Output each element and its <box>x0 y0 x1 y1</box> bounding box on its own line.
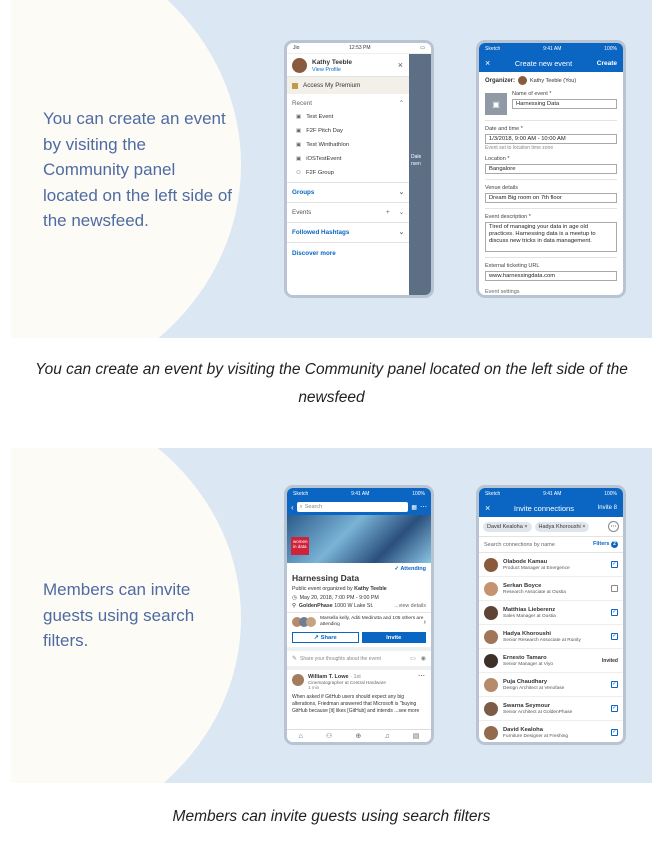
recent-item[interactable] <box>287 138 409 152</box>
connections-list <box>479 553 623 745</box>
search-row <box>479 537 623 552</box>
attendees-row[interactable] <box>287 613 431 631</box>
location-pin-icon: ⚲ <box>292 603 296 609</box>
connection-title: Senior Architect at GoldenPhase <box>503 709 573 715</box>
checkbox-checked[interactable]: ✓ <box>612 560 617 567</box>
feed-post <box>287 670 431 714</box>
carrier: Sketch <box>293 490 309 497</box>
recent-header[interactable] <box>287 94 409 110</box>
checkbox-checked[interactable]: ✓ <box>612 704 617 711</box>
avatar <box>484 726 498 740</box>
status-bar <box>287 43 431 54</box>
calendar-icon: ▣ <box>296 142 302 148</box>
chevron-up-icon: ⌃ <box>398 100 404 107</box>
carrier: Jio <box>293 45 300 51</box>
post-icon[interactable]: ⊕ <box>355 733 362 740</box>
battery-level: 100% <box>604 490 617 497</box>
venue-name: GoldenPhase <box>298 603 333 609</box>
avatar <box>484 582 498 596</box>
venue-input[interactable]: Dream Big room on 7th floor <box>485 193 617 203</box>
location-input[interactable]: Bangalore <box>485 164 617 174</box>
event-banner <box>287 515 431 563</box>
recent-label: Recent <box>292 100 312 107</box>
notifications-icon[interactable]: ♫ <box>384 732 390 740</box>
section-1-description: You can create an event by visiting the Community panel located on the left side of the newsfeed. <box>43 109 233 230</box>
status-bar <box>479 488 623 499</box>
date-text: May 20, 2018, 7:00 PM - 9:00 PM <box>299 595 379 601</box>
connection-row[interactable] <box>479 625 623 649</box>
status-time: 12:53 PM <box>349 45 371 51</box>
avatar <box>484 630 498 644</box>
connection-name: Puja Chaudhary <box>503 678 548 685</box>
avatar <box>292 58 307 73</box>
phone-create-event <box>476 40 626 298</box>
phone-event-page <box>284 485 434 745</box>
filters-label: Filters <box>592 541 610 547</box>
avatar <box>484 606 498 620</box>
bottom-tab-bar <box>287 729 431 742</box>
premium-icon <box>292 83 298 89</box>
premium-label: Access My Premium <box>303 82 361 89</box>
recent-item-label: Test Event <box>306 114 334 120</box>
recent-item[interactable] <box>287 166 409 180</box>
invite-button[interactable]: Invite <box>362 632 427 643</box>
organizer-name: Kathy Teeble (You) <box>530 77 577 84</box>
date-label: Date and time * <box>485 126 523 132</box>
home-icon[interactable]: ⌂ <box>298 732 303 740</box>
name-label: Name of event * <box>512 91 552 97</box>
recent-item-label: iOSTestEvent <box>306 156 342 162</box>
avatar <box>484 678 498 692</box>
venue-address: 1000 W Lake St. <box>334 603 374 609</box>
hashtags-row[interactable] <box>287 223 409 242</box>
organizer-row <box>485 76 617 85</box>
invite-count-button[interactable]: Invite 8 <box>597 505 617 511</box>
qr-icon[interactable]: ▦ <box>411 504 417 511</box>
chip-label: David Kealoha <box>487 523 523 530</box>
battery-level: 100% <box>412 490 425 497</box>
section-2-description: Members can invite guests using search filters. <box>43 580 195 650</box>
connection-title: Senior Research Associate at Runity <box>503 637 581 643</box>
connection-title: Senior Manager at Viyo <box>503 661 554 667</box>
organizer-line <box>292 586 426 592</box>
share-icon: ↗ <box>313 634 319 641</box>
event-name-input[interactable]: Harnessing Data <box>512 99 617 109</box>
share-button[interactable] <box>292 632 359 643</box>
status-time: 9:41 AM <box>351 490 370 497</box>
attending-label: Attending <box>400 566 426 572</box>
connection-row[interactable] <box>479 577 623 601</box>
close-icon[interactable]: × <box>485 58 491 68</box>
connection-name: Serkan Boyce <box>503 582 542 589</box>
chevron-right-icon: › <box>423 618 426 626</box>
recent-item-label: Test Winthathlon <box>306 142 350 148</box>
checkbox-checked[interactable]: ✓ <box>612 632 617 639</box>
status-time: 9:41 AM <box>543 490 562 497</box>
checkbox-checked[interactable]: ✓ <box>612 608 617 615</box>
chip-label: Hadya Khoroushi <box>538 523 581 530</box>
event-date <box>292 595 426 601</box>
event-venue <box>292 603 426 609</box>
selected-chip[interactable] <box>483 522 532 532</box>
status-bar <box>479 43 623 54</box>
newsfeed-backdrop <box>409 54 434 298</box>
connection-title: Sales Manager at Oustia <box>503 613 556 619</box>
groups-label: Groups <box>292 189 315 196</box>
avatar <box>484 654 498 668</box>
connection-title: Product Manager at Energence <box>503 565 570 571</box>
search-icon: ⌕ <box>299 503 303 510</box>
carrier: Sketch <box>485 45 501 52</box>
add-event-icon[interactable]: + <box>386 209 390 216</box>
recent-item[interactable] <box>287 124 409 138</box>
event-logo: women in data <box>291 537 309 555</box>
battery-icon: ▭ <box>420 45 425 51</box>
event-image-icon[interactable]: ▣ <box>485 93 507 115</box>
date-input[interactable]: 1/3/2018, 9:00 AM - 10:00 AM <box>485 134 617 144</box>
hashtags-label: Followed Hashtags <box>292 229 350 236</box>
group-icon: ⚇ <box>296 170 301 176</box>
description-input[interactable]: Tired of managing your data in age old practices. Harnessing data is a meetup to discuss new tricks in data management. <box>485 222 617 252</box>
close-icon[interactable]: × <box>485 503 491 513</box>
avatar <box>306 617 316 627</box>
page-title: Create new event <box>514 58 573 68</box>
avatar <box>518 76 527 85</box>
backdrop-text: rsen <box>411 161 421 167</box>
invited-label: Invited <box>601 657 618 664</box>
connection-name: Matthias Lieberenz <box>503 606 556 613</box>
connection-row[interactable] <box>479 697 623 721</box>
connection-name: Olabode Kamau <box>503 558 548 565</box>
view-details-link[interactable]: ...view details <box>394 603 426 609</box>
connection-title: Furniture Designer at Freshing <box>503 733 569 739</box>
more-icon[interactable]: ⋯ <box>418 673 425 680</box>
section-2-panel <box>11 448 652 783</box>
back-icon[interactable]: ‹ <box>291 502 294 512</box>
premium-row[interactable] <box>287 77 409 94</box>
connection-row[interactable] <box>479 601 623 625</box>
calendar-icon: ▣ <box>296 114 302 120</box>
recent-item[interactable] <box>287 152 409 166</box>
post-time: 1 min <box>308 685 320 690</box>
caption-2: Members can invite guests using search filters <box>172 808 491 825</box>
connection-row[interactable] <box>479 673 623 697</box>
profile-header[interactable] <box>287 54 409 76</box>
battery-level: 100% <box>604 45 617 52</box>
profile-name: Kathy Teeble <box>312 58 352 66</box>
checkbox-checked[interactable]: ✓ <box>612 680 617 687</box>
recent-item[interactable] <box>287 110 409 124</box>
calendar-icon: ▣ <box>296 128 302 134</box>
more-icon[interactable]: ⋯ <box>608 521 619 532</box>
groups-row[interactable] <box>287 183 409 202</box>
selected-chip[interactable] <box>535 522 590 532</box>
organizer-label: Organizer: <box>485 77 516 84</box>
chip-remove-icon[interactable]: × <box>580 523 586 530</box>
checkbox-unchecked[interactable] <box>611 585 618 592</box>
search-input[interactable] <box>297 502 409 512</box>
filters-count-badge: 2 <box>611 541 618 548</box>
location-label: Location * <box>485 156 510 162</box>
connection-row[interactable] <box>479 649 623 673</box>
organizer-prefix: Public event organized by <box>292 586 353 592</box>
ticket-url-label: External ticketing URL <box>485 263 540 269</box>
post-text: When asked if GitHub users should expect any big alterations, Friedman answered that Microsoft is "buying GitHub because [it] likes [GitHub] and intends ...see more <box>292 694 420 714</box>
avatar <box>484 702 498 716</box>
attendees-text: Marsella kelly, Aditi Medirutta and 105 others are attending <box>320 616 424 627</box>
carrier: Sketch <box>485 490 501 497</box>
connection-degree: · 1st <box>350 674 361 680</box>
share-thoughts-row[interactable] <box>287 651 431 666</box>
create-button[interactable]: Create <box>596 59 617 67</box>
connection-title: Design Architect at Venofase <box>503 685 565 691</box>
calendar-icon: ▣ <box>296 156 302 162</box>
share-label: Share <box>320 634 337 641</box>
more-icon[interactable]: ⋯ <box>420 504 427 511</box>
filters-button[interactable] <box>593 541 618 548</box>
connection-title: Research Associate at Oustia <box>503 589 566 595</box>
view-profile-link[interactable]: View Profile <box>312 66 341 73</box>
connection-name: David Kealoha <box>503 726 543 733</box>
avatar <box>484 558 498 572</box>
status-bar <box>287 488 431 499</box>
status-time: 9:41 AM <box>543 45 562 52</box>
section-1-panel <box>11 0 652 338</box>
post-headline: Cinematographer at Central Hardware <box>308 680 386 685</box>
events-label: Events <box>292 209 312 216</box>
backdrop-text: Dale <box>411 154 422 160</box>
video-icon[interactable]: ▭ <box>410 656 416 662</box>
navbar <box>479 54 623 72</box>
clock-icon: ◷ <box>292 595 297 601</box>
chevron-down-icon: ⌄ <box>398 189 404 196</box>
timezone-note: Event set to location time zone <box>485 145 554 151</box>
network-icon[interactable]: ⚇ <box>325 733 333 740</box>
chevron-down-icon: ⌄ <box>398 229 404 236</box>
event-title: Harnessing Data <box>292 573 360 583</box>
attending-status[interactable]: ✓ Attending <box>394 566 426 572</box>
phone-community-panel <box>284 40 434 298</box>
chevron-down-icon: ⌄ <box>398 209 404 216</box>
connection-row[interactable] <box>479 721 623 745</box>
chip-remove-icon[interactable]: × <box>522 523 528 530</box>
caption-1: You can create an event by visiting the Community panel located on the left side of the newsfeed <box>35 361 628 406</box>
page-title: Invite connections <box>513 503 574 513</box>
event-settings-label: Event settings <box>485 289 520 295</box>
recent-list <box>287 110 409 180</box>
recent-item-label: F2F Group <box>305 170 334 176</box>
phone-invite-connections <box>476 485 626 745</box>
search-placeholder: Search <box>304 504 323 510</box>
connection-name: Ernesto Tamaro <box>503 654 547 661</box>
search-connections-input[interactable]: Search connections by name <box>484 541 555 548</box>
avatar <box>292 674 304 686</box>
share-thoughts-placeholder: Share your thoughts about the event <box>300 655 381 662</box>
post-author[interactable]: William T. Lowe <box>308 674 349 680</box>
connection-row[interactable] <box>479 553 623 577</box>
description-label: Event description * <box>485 214 531 220</box>
jobs-icon[interactable]: ▤ <box>412 733 420 740</box>
ticket-url-input[interactable]: www.harnessingdata.com <box>485 271 617 281</box>
events-row[interactable] <box>287 203 409 222</box>
venue-label: Venue details <box>485 185 519 191</box>
navbar <box>287 499 431 515</box>
checkbox-checked[interactable]: ✓ <box>612 728 617 735</box>
selected-chips <box>479 517 623 536</box>
navbar <box>479 499 623 517</box>
recent-item-label: F2F Pitch Day <box>306 128 343 134</box>
connection-name: Swarna Seymour <box>503 702 551 709</box>
organizer-name: Kathy Teeble <box>354 586 387 592</box>
close-icon[interactable]: × <box>397 60 403 70</box>
connection-name: Hadya Khoroushi <box>503 630 551 637</box>
compose-icon: ✎ <box>292 656 298 662</box>
camera-icon[interactable]: ◉ <box>420 656 426 662</box>
discover-more-link[interactable]: Discover more <box>292 250 336 257</box>
